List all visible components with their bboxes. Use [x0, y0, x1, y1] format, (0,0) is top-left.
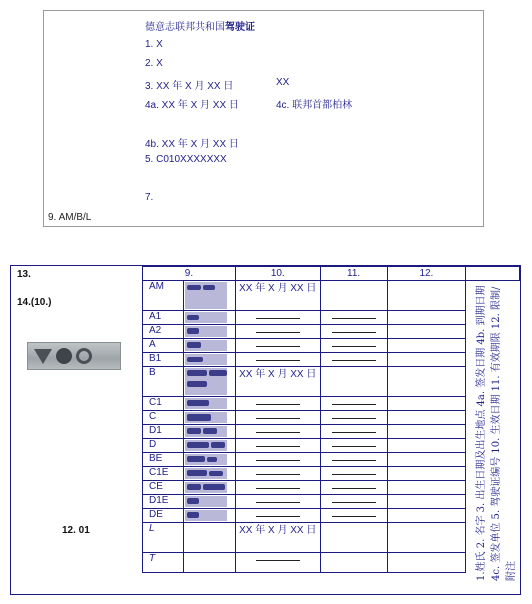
valid-until-cell: [320, 353, 387, 367]
valid-until-cell: [320, 325, 387, 339]
valid-from-cell: [235, 397, 320, 411]
valid-until-cell: [320, 397, 387, 411]
blank-line: [256, 496, 300, 503]
category-code: C: [143, 411, 184, 425]
category-icon-cell: [183, 481, 235, 495]
category-code: D: [143, 439, 184, 453]
valid-from-cell: [235, 495, 320, 509]
field-3-birth-date: 3. XX 年 X 月 XX 日: [145, 81, 234, 92]
vehicle-shape-icon: [187, 442, 209, 448]
category-icon-cell: [183, 281, 235, 311]
blank-line: [332, 510, 376, 517]
field-9-categories: 9. AM/B/L: [48, 212, 92, 223]
vehicle-shape-icon: [187, 328, 199, 334]
valid-from-cell: [235, 339, 320, 353]
restrictions-cell: [387, 411, 466, 425]
category-icon-cell: [183, 553, 235, 573]
vehicle-icon: [185, 426, 227, 437]
vehicle-icon: [185, 398, 227, 409]
valid-until-cell: [320, 439, 387, 453]
field-4b-expiry-date: 4b. XX 年 X 月 XX 日: [145, 139, 239, 150]
header-9: 9.: [143, 267, 236, 281]
vehicle-shape-icon: [209, 370, 227, 376]
category-icon-cell: [183, 311, 235, 325]
blank-line: [332, 326, 376, 333]
valid-from-cell: [235, 425, 320, 439]
table-row: [143, 339, 520, 353]
table-row: [143, 553, 520, 573]
vehicle-icon: [185, 496, 227, 507]
category-icon-cell: [183, 467, 235, 481]
blank-line: [332, 354, 376, 361]
field-5-license-number: 5. C010XXXXXXX: [145, 154, 227, 165]
table-row: [143, 453, 520, 467]
vehicle-shape-icon: [187, 428, 201, 434]
restrictions-cell: [387, 509, 466, 523]
table-row: [143, 311, 520, 325]
vehicle-icon: [185, 510, 227, 521]
category-code: A: [143, 339, 184, 353]
table-row: [143, 281, 520, 311]
vehicle-shape-icon: [187, 370, 207, 376]
vehicle-shape-icon: [211, 442, 225, 448]
valid-until-cell: [320, 425, 387, 439]
blank-line: [256, 468, 300, 475]
vehicle-shape-icon: [187, 400, 209, 406]
restrictions-cell: [387, 523, 466, 553]
valid-until-cell: [320, 523, 387, 553]
blank-line: [332, 496, 376, 503]
category-code: A2: [143, 325, 184, 339]
restrictions-cell: [387, 467, 466, 481]
blank-line: [256, 454, 300, 461]
blank-line: [332, 340, 376, 347]
restrictions-cell: [387, 453, 466, 467]
blank-line: [332, 412, 376, 419]
vehicle-shape-icon: [187, 285, 201, 290]
category-icon-cell: [183, 411, 235, 425]
category-code: BE: [143, 453, 184, 467]
table-row: [143, 495, 520, 509]
category-icon-cell: [183, 353, 235, 367]
legend-column: [466, 267, 520, 581]
restrictions-cell: [387, 481, 466, 495]
valid-from-cell: [235, 509, 320, 523]
hologram-emblem: [27, 342, 121, 370]
restrictions-cell: [387, 425, 466, 439]
table-row: [143, 397, 520, 411]
blank-line: [256, 426, 300, 433]
vehicle-shape-icon: [203, 285, 215, 290]
valid-from-cell: [235, 439, 320, 453]
vehicle-shape-icon: [207, 457, 217, 462]
valid-until-cell: [320, 367, 387, 397]
valid-from-cell: [235, 481, 320, 495]
blank-line: [256, 354, 300, 361]
category-icon-cell: [183, 453, 235, 467]
restrictions-cell: [387, 325, 466, 339]
field-12-code: 12. 01: [62, 525, 90, 536]
field-13: 13.: [17, 269, 31, 280]
vehicle-shape-icon: [203, 484, 225, 490]
blank-line: [332, 426, 376, 433]
header-10: 10.: [235, 267, 320, 281]
category-code: D1E: [143, 495, 184, 509]
vehicle-shape-icon: [187, 357, 203, 362]
blank-line: [332, 312, 376, 319]
vehicle-icon: [185, 440, 227, 451]
field-14: 14.(10.): [17, 297, 52, 308]
vehicle-icon: [185, 340, 227, 351]
vehicle-shape-icon: [187, 456, 205, 462]
front-title: [145, 18, 255, 33]
restrictions-cell: [387, 439, 466, 453]
restrictions-cell: [387, 397, 466, 411]
table-row: [143, 467, 520, 481]
blank-line: [332, 454, 376, 461]
valid-until-cell: [320, 281, 387, 311]
valid-until-cell: [320, 553, 387, 573]
blank-line: [256, 398, 300, 405]
blank-line: [256, 312, 300, 319]
header-11: 11.: [320, 267, 387, 281]
table-row: [143, 353, 520, 367]
title-country: 德意志联邦共和国: [145, 22, 225, 33]
category-code: B: [143, 367, 184, 397]
vehicle-shape-icon: [187, 414, 211, 421]
field-4c-authority: 4c. 联邦首都柏林: [276, 100, 353, 111]
vehicle-shape-icon: [187, 381, 207, 387]
category-code: T: [143, 553, 184, 573]
restrictions-cell: [387, 281, 466, 311]
vehicle-icon: [185, 454, 227, 465]
circle-icon: [56, 348, 72, 364]
valid-until-cell: [320, 411, 387, 425]
vehicle-icon: [185, 312, 227, 323]
vehicle-icon: [185, 326, 227, 337]
category-icon-cell: [183, 495, 235, 509]
license-front: [43, 10, 484, 227]
blank-line: [256, 326, 300, 333]
valid-until-cell: [320, 495, 387, 509]
vehicle-shape-icon: [187, 512, 199, 518]
valid-until-cell: [320, 467, 387, 481]
field-3-birth-place: XX: [276, 77, 290, 88]
valid-from-date: XX 年 X 月 XX 日: [239, 283, 317, 294]
table-row: [143, 523, 520, 553]
license-back: [10, 265, 521, 595]
restrictions-cell: [387, 311, 466, 325]
vehicle-shape-icon: [187, 315, 199, 320]
table-row: [143, 325, 520, 339]
table-row: [143, 439, 520, 453]
valid-from-cell: [235, 311, 320, 325]
field-4a-issue-date: 4a. XX 年 X 月 XX 日: [145, 100, 239, 111]
valid-until-cell: [320, 453, 387, 467]
blank-line: [332, 440, 376, 447]
category-icon-cell: [183, 339, 235, 353]
restrictions-cell: [387, 495, 466, 509]
vehicle-shape-icon: [187, 498, 199, 504]
category-code: D1: [143, 425, 184, 439]
valid-from-cell: [235, 553, 320, 573]
category-icon-cell: [183, 509, 235, 523]
valid-until-cell: [320, 339, 387, 353]
vehicle-icon: [185, 368, 227, 395]
restrictions-cell: [387, 367, 466, 397]
valid-from-cell: [235, 325, 320, 339]
vehicle-shape-icon: [187, 470, 207, 476]
category-code: B1: [143, 353, 184, 367]
vehicle-icon: [185, 482, 227, 493]
table-row: [143, 481, 520, 495]
category-icon-cell: [183, 397, 235, 411]
category-code: L: [143, 523, 184, 553]
triangle-icon: [34, 349, 52, 364]
table-row: [143, 367, 520, 397]
vehicle-shape-icon: [187, 342, 201, 348]
legend-text: 1.姓氏 2. 名字 3. 出生日期及出生地点 4a. 签发日期 4b. 到期日期 4c. 签发单位 5. 驾驶证编号 10. 生效日期 11. 有效期限 12. 限制/附注: [476, 285, 518, 581]
valid-until-cell: [320, 311, 387, 325]
category-icon-cell: [183, 439, 235, 453]
valid-from-cell: [235, 411, 320, 425]
blank-line: [332, 398, 376, 405]
ring-icon: [76, 348, 92, 364]
blank-line: [332, 468, 376, 475]
blank-line: [256, 510, 300, 517]
vehicle-icon: [185, 354, 227, 365]
valid-from-cell: [235, 523, 320, 553]
blank-line: [256, 554, 300, 561]
blank-line: [332, 482, 376, 489]
category-code: AM: [143, 281, 184, 311]
valid-until-cell: [320, 509, 387, 523]
table-row: [143, 509, 520, 523]
category-icon-cell: [183, 367, 235, 397]
valid-from-date: XX 年 X 月 XX 日: [239, 369, 317, 380]
category-code: C1: [143, 397, 184, 411]
vehicle-icon: [185, 468, 227, 479]
restrictions-cell: [387, 353, 466, 367]
blank-line: [256, 340, 300, 347]
valid-from-cell: [235, 467, 320, 481]
vehicle-shape-icon: [187, 484, 201, 490]
valid-from-cell: [235, 453, 320, 467]
blank-line: [256, 482, 300, 489]
category-code: CE: [143, 481, 184, 495]
table-row: [143, 411, 520, 425]
header-12: 12.: [387, 267, 466, 281]
blank-line: [256, 440, 300, 447]
table-header-row: [143, 267, 520, 281]
category-icon-cell: [183, 523, 235, 553]
valid-from-cell: [235, 281, 320, 311]
valid-from-date: XX 年 X 月 XX 日: [239, 525, 317, 536]
vehicle-shape-icon: [203, 428, 217, 434]
category-code: C1E: [143, 467, 184, 481]
vehicle-shape-icon: [209, 471, 223, 476]
restrictions-cell: [387, 339, 466, 353]
vehicle-icon: [185, 412, 227, 423]
field-1-surname: 1. X: [145, 39, 163, 50]
valid-from-cell: [235, 367, 320, 397]
field-2-given-name: 2. X: [145, 58, 163, 69]
title-license: 驾驶证: [225, 22, 255, 33]
category-icon-cell: [183, 425, 235, 439]
blank-line: [256, 412, 300, 419]
category-code: A1: [143, 311, 184, 325]
category-icon-cell: [183, 325, 235, 339]
vehicle-icon: [185, 282, 227, 309]
valid-from-cell: [235, 353, 320, 367]
restrictions-cell: [387, 553, 466, 573]
valid-until-cell: [320, 481, 387, 495]
table-row: [143, 425, 520, 439]
field-7-signature: 7.: [145, 192, 154, 203]
category-table: [142, 266, 520, 581]
category-code: DE: [143, 509, 184, 523]
